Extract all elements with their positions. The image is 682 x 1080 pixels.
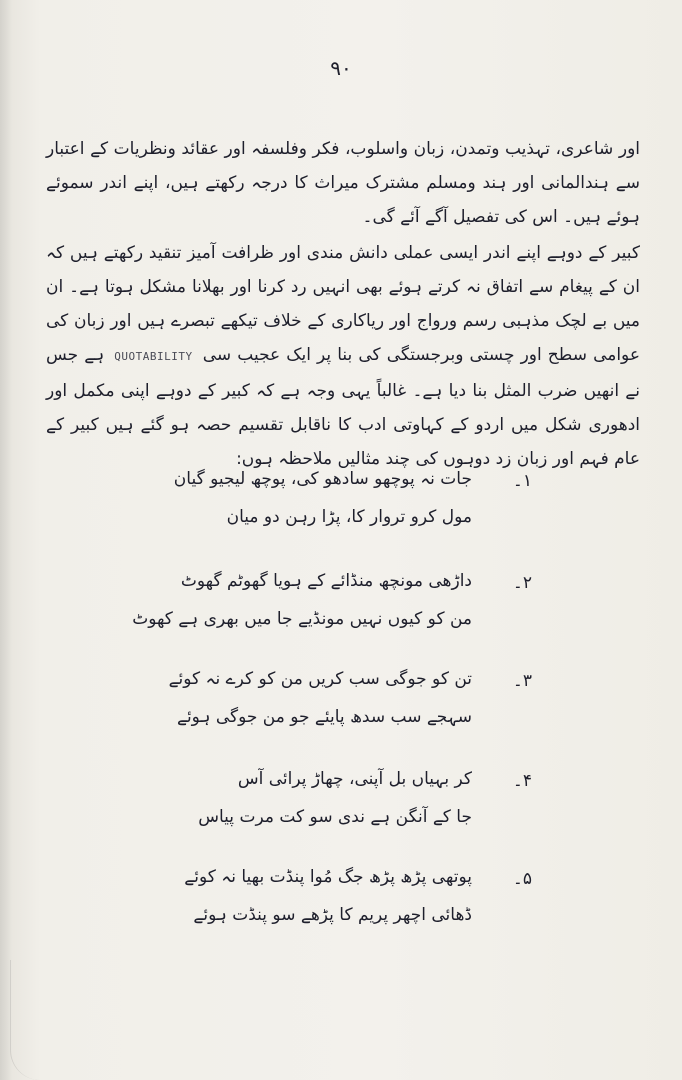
- couplet-number: ۲۔: [512, 573, 532, 593]
- couplet-number: ۳۔: [512, 671, 532, 691]
- couplet-line-2: سہجے سب سدھ پایئے جو من جوگی ہوئے: [176, 707, 472, 727]
- couplet-line-2: ڈھائی اچھر پریم کا پڑھے سو پنڈت ہوئے: [193, 905, 472, 925]
- couplet-line-2: مول کرو تروار کا، پڑا رہن دو میان: [226, 507, 472, 527]
- paragraph-kabir-dohas: [46, 236, 640, 476]
- couplet-line-1: جات نہ پوچھو سادھو کی، پوچھ لیجیو گیان: [173, 469, 472, 489]
- page-number: ۹۰: [330, 56, 352, 80]
- paragraph-text-before: کبیر کے دوہے اپنے اندر ایسی عملی دانش مندی اور ظرافت آمیز تنقید رکھتے ہیں کہ ان کے پیغام سے اتفاق نہ کرتے ہوئے بھی انہیں رد کرنا اور بھلانا مشکل ہوتا ہے۔ ان میں بے لچک مذہبی رسم ورواج اور ریاکاری کے خلاف تیکھے تبصرے ہیں اور زبان کی عوامی سطح اور چستی وبرجستگی کی بنا پر ایک عجیب سی: [46, 243, 640, 365]
- couplet-line-2: من کو کیوں نہیں مونڈیے جا میں بھری ہے کھوٹ: [132, 609, 472, 629]
- page-curl: [10, 960, 45, 1080]
- couplet-line-1: کر بہیاں بل آپنی، چھاڑ پرائی آس: [237, 769, 472, 789]
- couplet-line-1: پوتھی پڑھ پڑھ جگ مُوا پنڈت بھیا نہ کوئے: [184, 867, 472, 887]
- couplet-line-1: تن کو جوگی سب کریں من کو کرے نہ کوئے: [168, 669, 472, 689]
- couplet-number: ۴۔: [512, 771, 532, 791]
- paragraph-intro: اور شاعری، تہذیب وتمدن، زبان واسلوب، فکر وفلسفہ اور عقائد ونظریات کے اعتبار سے ہندالمانی اور ہند ومسلم مشترک میراث کا درجہ رکھتے ہیں، اپنے اندر سموئے ہوئے ہیں۔ اس کی تفصیل آگے آئے گی۔: [46, 139, 640, 227]
- couplet-line-2: جا کے آنگن ہے ندی سو کت مرت پیاس: [198, 807, 472, 827]
- couplet-number: ۵۔: [512, 869, 532, 889]
- couplet-number: ۱۔: [512, 471, 532, 491]
- quotability-term: QUOTABILITY: [114, 350, 193, 363]
- paragraph-text-after: ہے جس نے انھیں ضرب المثل بنا دیا ہے۔ غالباً یہی وجہ ہے کہ کبیر کے دوہے اپنی مکمل اور ادھوری شکل میں اردو کے کہاوتی ادب کا ناقابل تقسیم حصہ ہو گئے ہیں کبیر کے عام فہم اور زبان زد دوہوں کی چند مثالیں ملاحظہ ہوں:: [46, 345, 640, 469]
- couplet-line-1: داڑھی مونچھ منڈائے کے ہویا گھوٹم گھوٹ: [180, 571, 472, 591]
